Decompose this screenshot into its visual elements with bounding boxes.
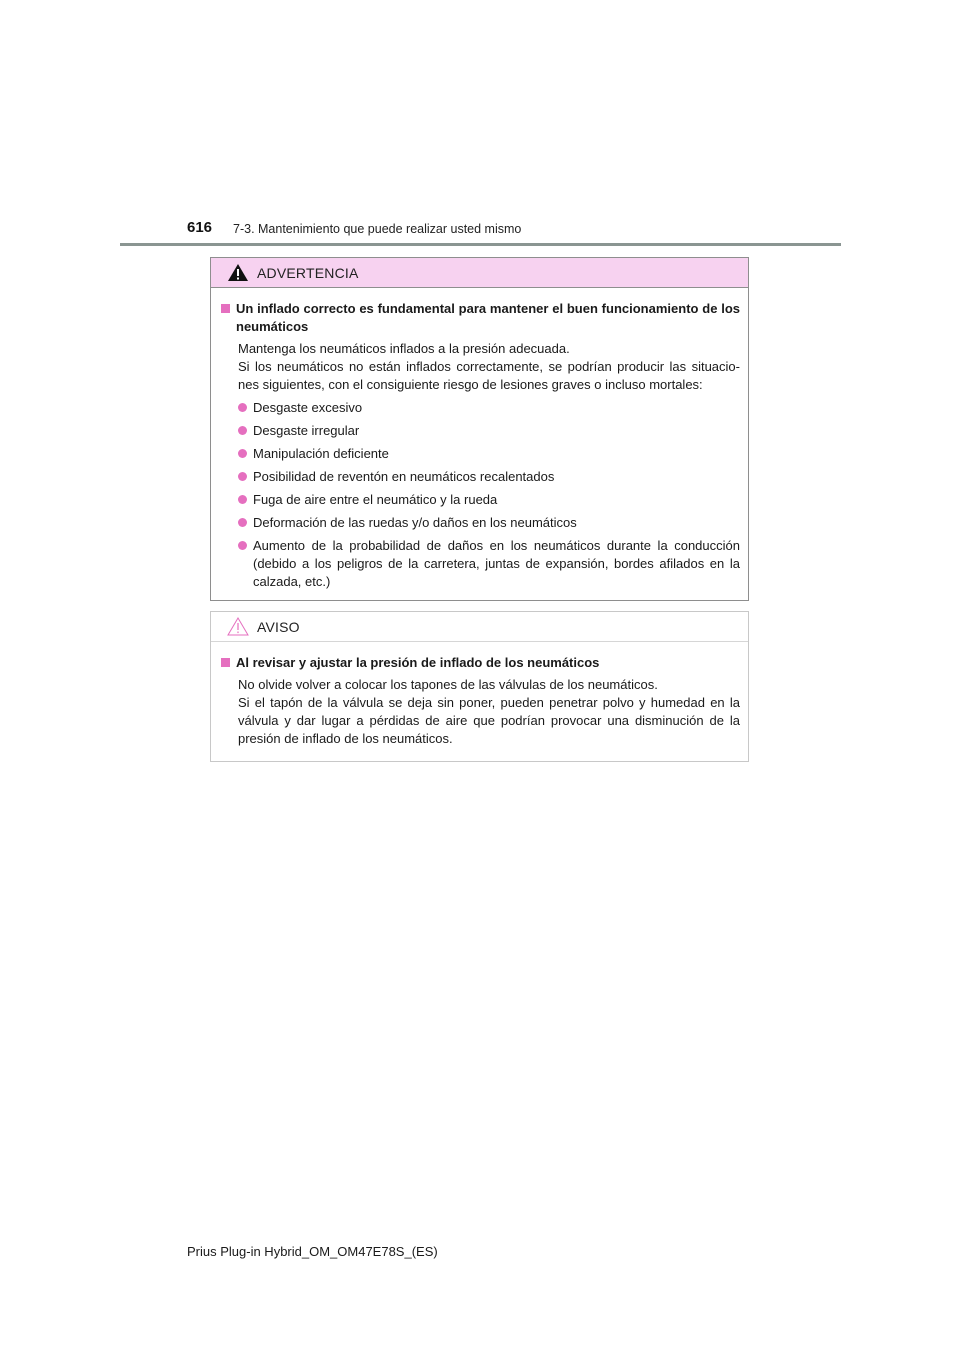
list-item: Deformación de las ruedas y/o daños en los neumáticos	[219, 514, 740, 532]
notice-paragraph-2: Si el tapón de la válvula se deja sin poner, pueden penetrar polvo y humedad en la válvula y dar lugar a pérdidas de aire que podrían provocar una disminución de la presión de inflado de los neumáticos.	[238, 695, 740, 746]
dot-bullet-icon	[238, 449, 247, 458]
warning-body	[211, 288, 748, 591]
warning-title: ADVERTENCIA	[257, 264, 359, 281]
notice-heading-text: Al revisar y ajustar la presión de inflado de los neumáticos	[236, 655, 600, 670]
warning-triangle-icon	[227, 263, 249, 282]
square-bullet-icon	[221, 658, 230, 667]
list-item: Posibilidad de reventón en neumáticos recalentados	[219, 468, 740, 486]
notice-paragraph-1: No olvide volver a colocar los tapones de las válvulas de los neumáticos.	[238, 677, 658, 692]
dot-bullet-icon	[238, 426, 247, 435]
warning-list	[219, 399, 740, 591]
list-item: Aumento de la probabilidad de daños en los neumáticos durante la conducción (debido a los peligros de la carretera, juntas de expansión, bordes afilados en la calzada, etc.)	[219, 537, 740, 591]
footer-document-id: Prius Plug-in Hybrid_OM_OM47E78S_(ES)	[187, 1244, 438, 1259]
warning-paragraph-2: Si los neumáticos no están inflados correctamente, se podrían producir las situacio-nes siguientes, con el consiguiente riesgo de lesiones graves o incluso mortales:	[238, 359, 740, 392]
list-item: Manipulación deficiente	[219, 445, 740, 463]
dot-bullet-icon	[238, 541, 247, 550]
list-item: Desgaste irregular	[219, 422, 740, 440]
square-bullet-icon	[221, 304, 230, 313]
warning-heading	[219, 300, 740, 336]
warning-paragraph-1: Mantenga los neumáticos inflados a la presión adecuada.	[238, 341, 570, 356]
section-title: 7-3. Mantenimiento que puede realizar usted mismo	[233, 222, 522, 236]
header-rule	[120, 243, 841, 246]
dot-bullet-icon	[238, 518, 247, 527]
warning-heading-text: Un inflado correcto es fundamental para mantener el buen funcionamiento de los neumáticos	[236, 301, 740, 334]
dot-bullet-icon	[238, 495, 247, 504]
list-item: Fuga de aire entre el neumático y la rueda	[219, 491, 740, 509]
notice-heading	[219, 654, 740, 672]
notice-box	[210, 611, 749, 762]
notice-triangle-icon	[227, 617, 249, 636]
warning-box	[210, 257, 749, 601]
list-item: Desgaste excesivo	[219, 399, 740, 417]
notice-box-header	[211, 612, 748, 642]
dot-bullet-icon	[238, 472, 247, 481]
page-number: 616	[187, 219, 213, 236]
notice-body	[211, 642, 748, 748]
dot-bullet-icon	[238, 403, 247, 412]
warning-box-header	[211, 258, 748, 288]
notice-title: AVISO	[257, 618, 300, 635]
